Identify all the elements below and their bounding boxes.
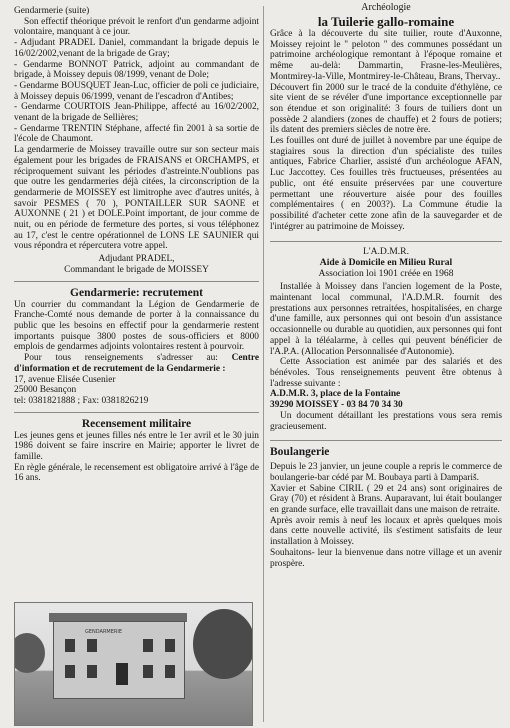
window [143, 665, 153, 678]
bakery-paragraph: Souhaitons- leur la bienvenue dans notre village et un avenir prospère. [270, 547, 502, 569]
left-column [14, 6, 259, 484]
tree [14, 633, 45, 673]
gendarmerie-continuation-title: Gendarmerie (suite) [14, 6, 90, 16]
right-column [270, 2, 502, 569]
census-paragraph: Les jeunes gens et jeunes filles nés entre le 1er avril et le 30 juin 1986 doivent se faire inscrire en Mairie; apporter le livret de famille. [14, 430, 259, 463]
gendarmerie-paragraph: La gendarmerie de Moissey travaille outre sur son secteur mais également pour les brigades de FRAISANS et ORCHAMPS, et réciproquement suivant les périodes d'astreinte.N'oublions pas que outre les gendarmeries déjà citées, la circonscription de la gendarmerie de MOISSEY est limitrophe avec d'autres unités, à savoir PESMES ( 70 ), PONTAILLER SUR SAONE et AUXONNE ( 21 ) et DOLE.Point important, de jour comme de nuit, ou en période de fermeture des portes, si vous téléphonez au 17, c'est le centre opérationnel de LONS LE SAUNIER qui vous répondra et répercutera votre appel. [14, 145, 259, 252]
recruitment-title: Gendarmerie: recrutement [70, 286, 203, 299]
admr-association: Association loi 1901 créée en 1968 [318, 268, 454, 280]
bakery-title: Boulangerie [270, 446, 330, 459]
address-line: 25000 Besançon [14, 385, 77, 396]
recruitment-info [14, 353, 259, 374]
archeology-title: la Tuilerie gallo-romaine [317, 14, 455, 29]
address-line: tel: 0381821888 ; Fax: 0381826219 [14, 395, 149, 406]
window [143, 639, 153, 652]
admr-paragraph: Installée à Moissey dans l'ancien logement de la Poste, maintenant local communal, l'A.D.M.R. fournit des prestations aux personnes retraitées, hospitalisées, en charge d'une famille, aux personnes qui ont besoin d'un assistance occasionnelle ou durable au quotidien, aux personnes qui font appel à la téléalarme, à celles qui peuvent bénéficier de l'A.P.A. (Allocation Personnalisée d'Autonomie). [270, 282, 502, 357]
gendarmerie-photo [14, 602, 253, 726]
archeology-paragraph: Les fouilles ont duré de juillet à novembre par une équipe de stagiaires sous la direction d'un spécialiste des tuiles antiques, Fabrice Charlier, assisté d'un archéologue AFAN, Luc Jaccottey. Ces fouilles très fructueuses, présentées au public, ont été ensuite préservées par une couverture permettant une réouverture aisée pour des fouilles complémentaires ( en 2003?). La Commune étudie la possibilité d'acheter cette zone afin de la sauvegarder et de l'intégrer au patrimoine de Moissey. [270, 136, 502, 232]
gendarmerie-paragraph: - Adjudant PRADEL Daniel, commandant la brigade depuis le 16/02/2002,venant de la brigade de Gray; [14, 38, 259, 59]
recruitment-info-prefix: Pour tous renseignements s'adresser au: [24, 353, 232, 364]
gendarmerie-paragraph: - Gendarme BONNOT Patrick, adjoint au commandant de brigade, à Moissey depuis 08/1999, venant de Dole; [14, 59, 259, 81]
section-divider [270, 440, 502, 441]
window [87, 665, 97, 678]
archeology-paragraph: Grâce à la découverte du site tuilier, route d'Auxonne, Moissey rejoint le " peloton " des communes possédant un patrimoine archéologique remontant à l'époque romaine et même au-delà: Dammartin, Frasne-les-Meulières, Montmirey-la-Ville, Montmirey-le-Château, Brans, Thervay.. [270, 29, 502, 82]
door [116, 663, 128, 685]
gendarmerie-paragraph: - Gendarme BOUSQUET Jean-Luc, officier de poli ce judiciaire, à Moissey depuis 06/1999, venant de l'escadron d'Antibes; [14, 80, 259, 102]
admr-subtitle: Aide à Domicile en Milieu Rural [319, 257, 453, 269]
section-divider [270, 241, 502, 242]
archeology-kicker: Archéologie [361, 2, 411, 13]
gendarmerie-paragraph: Son effectif théorique prévoit le renfort d'un gendarme adjoint volontaire, manquant à ce jour. [14, 16, 259, 38]
window [65, 665, 75, 678]
recruitment-info-center: Centre d'information et de recrutement de la Gendarmerie : [14, 353, 259, 374]
recruitment-text: Un courrier du commandant la Légion de Gendarmerie de Franche-Comté nous demande de porter à la connaissance du public que les besoins en effectif pour la gendarmerie restent importants puisque 3800 postes de sous-officiers et 8000 emplois de gendarmes adjoints volontaires restent à pourvoir. [14, 299, 259, 353]
signature-line: Adjudant PRADEL, [98, 254, 175, 265]
signature-line: Commandant le brigade de MOISSEY [64, 264, 209, 275]
census-paragraph: En règle générale, le recensement est obligatoire arrivé à l'âge de 16 ans. [14, 462, 259, 484]
section-divider [14, 412, 259, 413]
bakery-paragraph: Xavier et Sabine CIRIL ( 29 et 24 ans) sont originaires de Gray (70) et résident à Brans. Auparavant, lui était boulanger en grande surface, elle travaillait dans une maison de retraite. [270, 483, 502, 516]
section-divider [14, 281, 259, 282]
window [165, 665, 175, 678]
column-divider [263, 6, 264, 722]
window [87, 639, 97, 652]
admr-title: L'A.D.M.R. [363, 246, 409, 258]
gendarmerie-paragraph: - Gendarme TRENTIN Stéphane, affecté fin 2001 à sa sortie de l'école de Chaumont. [14, 123, 259, 145]
admr-address: A.D.M.R. 3, place de la Fontaine [270, 389, 401, 400]
bakery-paragraph: Depuis le 23 janvier, un jeune couple a repris le commerce de boulangerie-bar cédé par M. Boubaya parti à Dampariš. [270, 462, 502, 483]
admr-address: 39290 MOISSEY - 03 84 70 34 30 [270, 400, 403, 411]
window [65, 639, 75, 652]
admr-closing: Un document détaillant les prestations vous sera remis gracieusement. [270, 410, 502, 432]
window [165, 639, 175, 652]
admr-paragraph: Cette Association est animée par des salariés et des bénévoles. Tous renseignements peuvent être obtenus à l'adresse suivante : [270, 357, 502, 389]
gendarmerie-paragraph: - Gendarme COURTOIS Jean-Philippe, affecté au 16/02/2002, venant de la brigade de Sellières; [14, 102, 259, 124]
census-title: Recensement militaire [81, 417, 192, 430]
building-sign: GENDARMERIE [85, 629, 123, 635]
address-line: 17, avenue Elisée Cusenier [14, 374, 116, 385]
tree [193, 609, 253, 679]
archeology-paragraph: Découvert fin 2000 sur le tracé de la conduite d'éthylène, ce site vient de se révéler d'une importance exceptionnelle par son étendue et son originalité: 3 fours de tuiliers dont un possède 2 alandiers (zones de chauffe) et 2 fours de potiers; ils datent des premiers siècles de notre ère. [270, 82, 502, 136]
bakery-paragraph: Après avoir remis à neuf les locaux et après quelques mois dans cette nouvelle activité, ils s'estiment satisfaits de leur installation à Moissey. [270, 515, 502, 548]
